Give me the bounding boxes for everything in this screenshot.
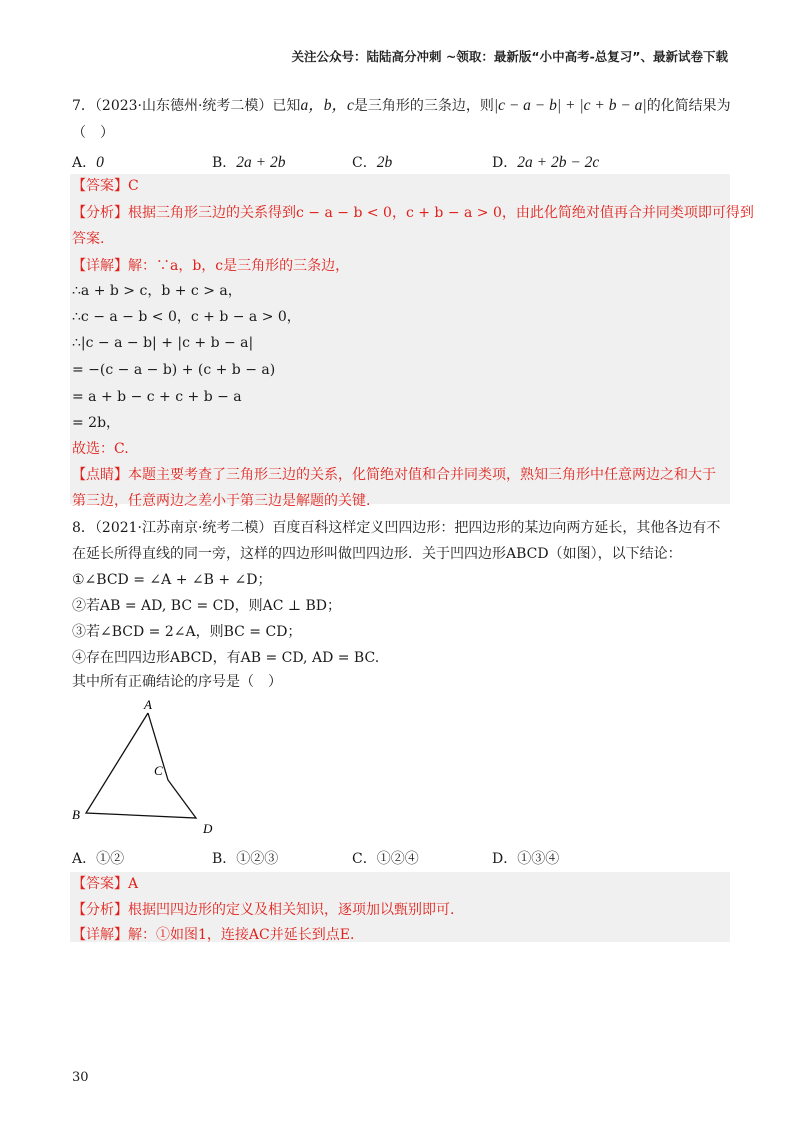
q8-stem-line-2: 在延长所得直线的同一旁，这样的四边形叫做凹四边形．关于凹四边形ABCD（如图），以下结论： — [72, 546, 682, 562]
vertex-label-d: D — [203, 821, 213, 836]
q8-analysis: 【分析】根据凹四边形的定义及相关知识，逐项加以甄别即可. — [72, 902, 455, 918]
q7-step-5: = a + b − c + c + b − a — [72, 389, 242, 405]
page-number: 30 — [72, 1070, 89, 1085]
q7-answer: 【答案】C — [72, 178, 139, 194]
q7-stem-vars: a，b，c — [300, 97, 354, 114]
q8-option-a: A．①② — [72, 851, 125, 867]
q7-option-d: D．2a + 2b − 2c — [492, 154, 600, 171]
q7-stem — [72, 96, 731, 116]
q7-stem-prefix: 7．（2023·山东德州·统考二模）已知 — [72, 98, 301, 114]
q7-final-choice: 故选：C. — [72, 441, 129, 457]
q8-stem-line-1: 8．（2021·江苏南京·统考二模）百度百科这样定义凹四边形：把四边形的某边向两方延长，其他各边有不 — [72, 520, 721, 536]
q7-step-6: = 2b， — [72, 415, 121, 431]
concave-quadrilateral-figure — [66, 695, 236, 840]
q7-option-a: A．0 — [72, 154, 104, 171]
q8-conclusion-2: ②若AB = AD, BC = CD，则AC ⊥ BD； — [72, 598, 341, 614]
q8-conclusion-4: ④存在凹四边形ABCD，有AB = CD, AD = BC. — [72, 650, 380, 666]
q8-answer: 【答案】A — [72, 876, 139, 892]
q8-conclusion-3: ③若∠BCD = 2∠A，则BC = CD； — [72, 624, 302, 640]
q7-step-1: ∴a + b > c，b + c > a， — [72, 283, 242, 299]
q7-comment-line-1: 【点睛】本题主要考查了三角形三边的关系，化简绝对值和合并同类项，熟知三角形中任意两边之和大于 — [72, 467, 716, 483]
q7-step-3: ∴|c − a − b| + |c + b − a| — [72, 335, 254, 351]
q7-comment-line-2: 第三边，任意两边之差小于第三边是解题的关键. — [72, 493, 371, 509]
q8-option-c: C．①②④ — [352, 851, 419, 867]
q7-detail-intro: 【详解】解：∵a，b，c是三角形的三条边， — [72, 258, 350, 274]
q8-option-b: B．①②③ — [212, 851, 279, 867]
q7-stem-mid: 是三角形的三条边，则 — [353, 98, 494, 114]
q7-stem-suffix: 的化简结果为 — [646, 98, 731, 114]
q7-paren: （ ） — [72, 125, 114, 141]
q7-stem-expr: |c − a − b| + |c + b − a| — [493, 97, 647, 114]
q7-step-4: = −(c − a − b) + (c + b − a) — [72, 362, 276, 378]
page-header: 关注公众号：陆陆高分冲刺 ~领取：最新版“小中高考-总复习”、最新试卷下载 — [291, 49, 728, 64]
q7-analysis-line-2: 答案. — [72, 231, 105, 247]
q7-option-b: B．2a + 2b — [212, 154, 286, 171]
q7-analysis-line-1: 【分析】根据三角形三边的关系得到c − a − b < 0，c + b − a > 0，由此化简绝对值再合并同类项即可得到 — [72, 205, 754, 221]
vertex-label-c: C — [154, 763, 163, 778]
q7-option-c: C．2b — [352, 154, 393, 171]
q7-step-2: ∴c − a − b < 0，c + b − a > 0， — [72, 309, 301, 325]
q8-conclusion-1: ①∠BCD = ∠A + ∠B + ∠D； — [72, 572, 272, 588]
vertex-label-b: B — [72, 807, 80, 822]
quadrilateral-outline — [86, 713, 196, 818]
q8-detail: 【详解】解：①如图1，连接AC并延长到点E. — [72, 927, 355, 943]
q8-question: 其中所有正确结论的序号是（ ） — [72, 674, 282, 690]
q8-option-d: D．①③④ — [492, 851, 560, 867]
vertex-label-a: A — [144, 697, 152, 712]
